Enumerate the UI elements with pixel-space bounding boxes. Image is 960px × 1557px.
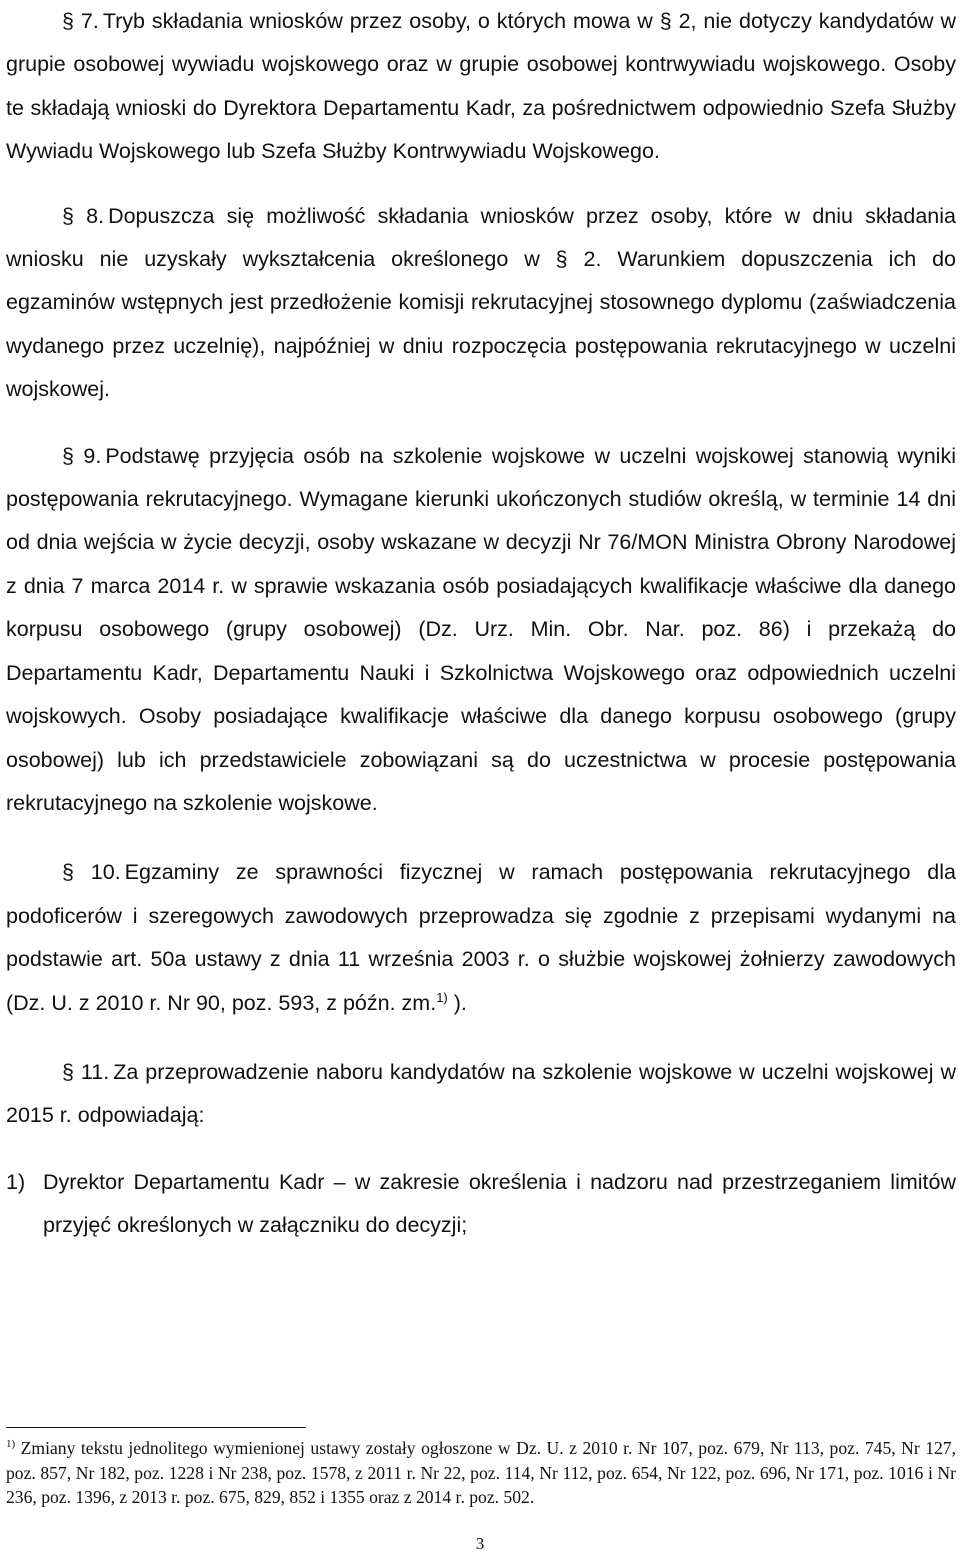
paragraph-text: Tryb składania wniosków przez osoby, o których mowa w § 2, nie dotyczy kandydatów w grupie osobowej wywiadu wojskowego oraz w grupie osobowej kontrwywiadu wojskowego. Osoby te składają wnioski do Dyrektora Departamentu Kadr, za pośrednictwem odpowiednio Szefa Służby Wywiadu Wojskowego lub Szefa Służby Kontrwywiadu Wojskowego. (6, 9, 956, 164)
footnote-marker: 1) (6, 1438, 16, 1451)
paragraph-text: Podstawę przyjęcia osób na szkolenie wojskowe w uczelni wojskowej stanowią wyniki postępowania rekrutacyjnego. Wymagane kierunki ukończonych studiów określą, w terminie 14 dni od dnia wejścia w życie decyzji, osoby wskazane w decyzji Nr 76/MON Ministra Obrony Narodowej z dnia 7 marca 2014 r. w sprawie wskazania osób posiadających kwalifikacje właściwe dla danego korpusu osobowego (grupy osobowej) (Dz. Urz. Min. Obr. Nar. poz. 86) i przekażą do Departamentu Kadr, Departamentu Nauki i Szkolnictwa Wojskowego oraz odpowiednich uczelni wojskowych. Osoby posiadające kwalifikacje właściwe dla danego korpusu osobowego (grupy osobowej) lub ich przedstawiciele zobowiązani są do uczestnictwa w procesie postępowania rekrutacyjnego na szkolenie wojskowe. (6, 443, 956, 815)
footnote-reference[interactable]: 1) (436, 989, 448, 1005)
paragraph-text: Za przeprowadzenie naboru kandydatów na szkolenie wojskowe w uczelni wojskowej w 2015 r. odpowiadają: (6, 1059, 956, 1128)
paragraph-text-end: ). (447, 990, 467, 1015)
paragraph-text: Dopuszcza się możliwość składania wniosków przez osoby, które w dniu składania wniosku nie uzyskały wykształcenia określonego w § 2. Warunkiem dopuszczenia ich do egzaminów wstępnych jest przedłożenie komisji rekrutacyjnej stosownego dyplomu (zaświadczenia wydanego przez uczelnię), najpóźniej w dniu rozpoczęcia postępowania rekrutacyjnego w uczelni wojskowej. (6, 203, 956, 402)
paragraph-section-9 (6, 435, 956, 826)
section-number: § 8. (62, 203, 105, 228)
section-number: § 9. (62, 443, 102, 468)
paragraph-section-10 (6, 851, 956, 1025)
footnote (6, 1436, 956, 1510)
paragraph-text: Egzaminy ze sprawności fizycznej w ramach postępowania rekrutacyjnego dla podoficerów i szeregowych zawodowych przeprowadza się zgodnie z przepisami wydanymi na podstawie art. 50a ustawy z dnia 11 września 2003 r. o służbie wojskowej żołnierzy zawodowych (Dz. U. z 2010 r. Nr 90, poz. 593, z późn. zm. (6, 860, 956, 1015)
paragraph-section-8 (6, 195, 956, 412)
section-number: § 10. (62, 860, 121, 885)
list-item (6, 1161, 956, 1248)
page-number: 3 (475, 1534, 485, 1553)
footnote-text: Zmiany tekstu jednolitego wymienionej ustawy zostały ogłoszone w Dz. U. z 2010 r. Nr 107, poz. 679, Nr 113, poz. 745, Nr 127, poz. 857, Nr 182, poz. 1228 i Nr 238, poz. 1578, z 2011 r. Nr 22, poz. 114, Nr 112, poz. 654, Nr 122, poz. 696, Nr 171, poz. 1016 i Nr 236, poz. 1396, z 2013 r. poz. 675, 829, 852 i 1355 oraz z 2014 r. poz. 502. (6, 1438, 956, 1508)
paragraph-section-7 (6, 0, 956, 174)
section-number: § 11. (62, 1059, 110, 1084)
document-body (6, 0, 956, 1248)
paragraph-section-11 (6, 1051, 956, 1138)
section-number: § 7. (62, 9, 99, 33)
footnote-separator (6, 1427, 306, 1428)
list-item-text: Dyrektor Departamentu Kadr – w zakresie określenia i nadzoru nad przestrzeganiem limitów przyjęć określonych w załączniku do decyzji; (43, 1169, 956, 1238)
list-item-number: 1) (6, 1169, 26, 1194)
